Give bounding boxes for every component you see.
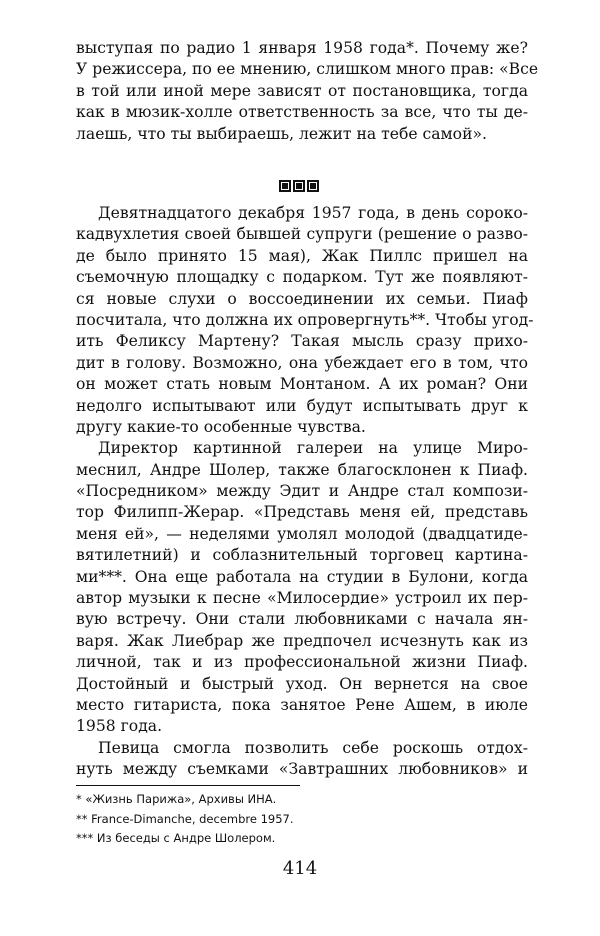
text-line: «Посредником» между Эдит и Андре стал компози- bbox=[76, 482, 528, 501]
footnote-divider bbox=[76, 785, 300, 786]
page-number: 414 bbox=[282, 858, 318, 879]
text-line: личной, так и из профессиональной жизни Пиаф. bbox=[76, 653, 528, 672]
text-line: варя. Жак Лиебрар же предпочел исчезнуть как из bbox=[76, 631, 528, 650]
text-line: Певица смогла позволить себе роскошь отдох- bbox=[98, 738, 528, 757]
paragraph-2 bbox=[76, 203, 534, 438]
text-line: недолго испытывают или будут испытывать друг к bbox=[76, 396, 528, 415]
paragraph-3 bbox=[76, 438, 528, 737]
footnote: ** France-Dimanche, decembre 1957. bbox=[76, 811, 294, 826]
text-line: меня ей», — неделями умолял молодой (двадцатиде- bbox=[76, 524, 528, 543]
text-line: нуть между съемками «Завтрашних любовников» и bbox=[76, 760, 528, 779]
text-line: ся новые слухи о воссоединении их семьи. Пиаф bbox=[76, 289, 528, 308]
text-line: как в мюзик-холле ответственность за все, что ты де- bbox=[76, 103, 528, 122]
text-line: лаешь, что ты выбираешь, лежит на тебе самой». bbox=[76, 124, 487, 143]
text-line: ить Феликсу Мартену? Такая мысль сразу прихо- bbox=[76, 332, 528, 351]
text-line: 1958 года. bbox=[76, 717, 163, 736]
text-line: вую встречу. Они стали любовниками с начала ян- bbox=[76, 610, 528, 629]
ornament-square-icon bbox=[293, 180, 305, 192]
paragraph-4 bbox=[76, 738, 528, 781]
text-line: посчитала, что должна их опровергнуть**. Чтобы угод- bbox=[76, 310, 534, 329]
footnote: * «Жизнь Парижа», Архивы ИНА. bbox=[76, 792, 277, 806]
text-line: Директор картинной галереи на улице Миро- bbox=[98, 439, 528, 458]
text-line: кадвухлетия своей бывшей супруги (решение о разво- bbox=[76, 225, 528, 244]
text-line: дит в голову. Возможно, она убеждает его в том, что bbox=[76, 353, 528, 372]
text-line: в той или иной мере зависят от постановщика, тогда bbox=[76, 81, 528, 100]
text-line: меснил, Андре Шолер, также благосклонен к Пиаф. bbox=[76, 460, 528, 479]
text-line: он может стать новым Монтаном. А их роман? Они bbox=[76, 375, 528, 394]
text-line: съемочную площадку с подарком. Тут же появляют- bbox=[76, 268, 528, 287]
text-line: другу какие-то особенные чувства. bbox=[76, 417, 366, 436]
section-divider-ornament bbox=[279, 180, 319, 192]
text-line: У режиссера, по ее мнению, слишком много прав: «Все bbox=[76, 60, 539, 79]
paragraph-1 bbox=[76, 38, 539, 145]
text-line: автор музыки к песне «Милосердие» устроил их пер- bbox=[76, 589, 528, 608]
body-text bbox=[76, 203, 534, 781]
text-line: вятилетний) и соблазнительный торговец картина- bbox=[76, 546, 528, 565]
text-line: Достойный и быстрый уход. Он вернется на свое bbox=[76, 674, 528, 693]
text-line: тор Филипп-Жерар. «Представь меня ей, представь bbox=[76, 503, 528, 522]
ornament-square-icon bbox=[279, 180, 291, 192]
footnote: *** Из беседы с Андре Шолером. bbox=[76, 831, 276, 845]
ornament-square-icon bbox=[307, 180, 319, 192]
footnotes bbox=[76, 790, 294, 849]
text-line: де было принято 15 мая), Жак Пиллс пришел на bbox=[76, 246, 528, 265]
text-line: Девятнадцатого декабря 1957 года, в день сороко- bbox=[98, 204, 528, 222]
text-line: место гитариста, пока занятое Рене Ашем, в июле bbox=[76, 695, 528, 714]
text-line: выступая по радио 1 января 1958 года*. Почему же? bbox=[76, 39, 528, 57]
text-line: ми***. Она еще работала на студии в Булони, когда bbox=[76, 567, 528, 586]
